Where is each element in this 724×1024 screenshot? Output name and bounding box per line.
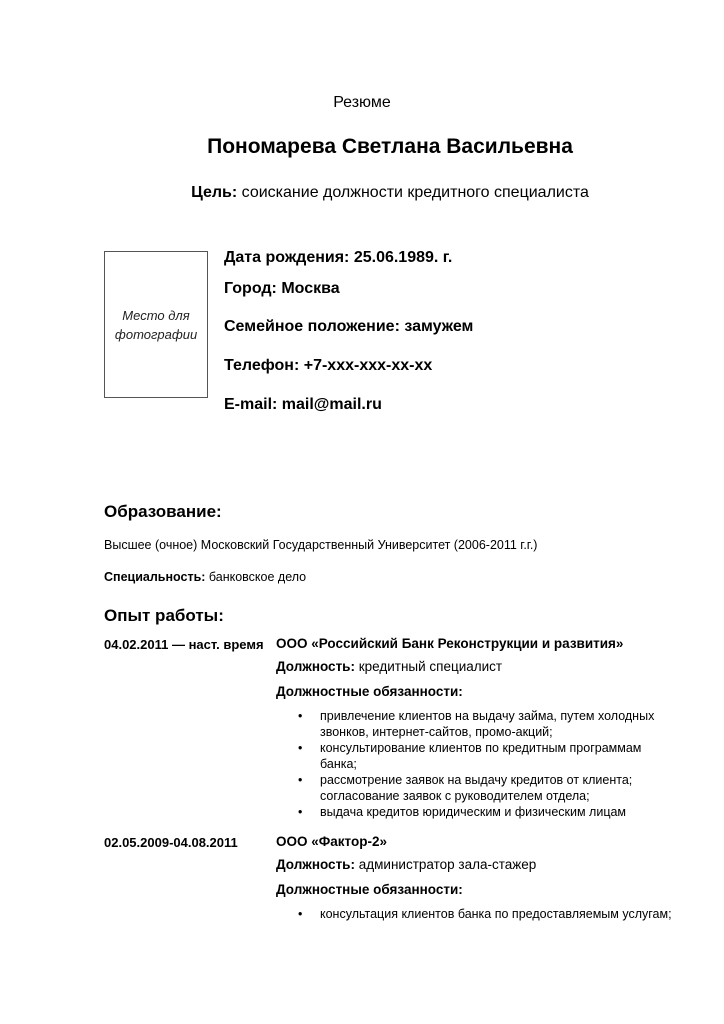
- job-position: [276, 659, 502, 674]
- duties-label: Должностные обязанности:: [276, 684, 463, 699]
- bullet-icon: •: [298, 709, 303, 723]
- job-period: 04.02.2011 — наст. время: [104, 637, 264, 652]
- duties-label: Должностные обязанности:: [276, 882, 463, 897]
- photo-placeholder-line1: Место для: [122, 307, 190, 323]
- specialty-value: банковское дело: [205, 570, 307, 584]
- job-period: 02.05.2009-04.08.2011: [104, 835, 238, 850]
- position-label: Должность:: [276, 857, 355, 872]
- education-title: Образование:: [104, 502, 222, 521]
- education-specialty: [104, 570, 306, 584]
- list-item: • консультирование клиентов по кредитным программам банка;: [298, 741, 642, 771]
- position-value: администратор зала-стажер: [354, 857, 537, 872]
- position-value: кредитный специалист: [354, 659, 503, 674]
- marital-status: Семейное положение: замужем: [224, 318, 474, 335]
- bullet-icon: •: [298, 805, 303, 819]
- goal-label: Цель:: [191, 184, 238, 201]
- career-goal: [0, 184, 724, 202]
- education-institution: Высшее (очное) Московский Государственный Университет (2006-2011 г.г.): [104, 538, 538, 552]
- photo-placeholder: [104, 251, 208, 398]
- document-label: Резюме: [333, 94, 391, 111]
- list-item: • привлечение клиентов на выдачу займа, путем холодных звонков, интернет-сайтов, промо-акций;: [298, 709, 655, 739]
- duties-list: [276, 708, 676, 820]
- email: E-mail: mail@mail.ru: [224, 396, 382, 413]
- photo-placeholder-line2: фотографии: [114, 326, 198, 342]
- city: Город: Москва: [224, 280, 340, 297]
- experience-title: Опыт работы:: [104, 606, 224, 625]
- full-name: Пономарева Светлана Васильевна: [207, 135, 573, 158]
- specialty-label: Специальность:: [104, 570, 206, 584]
- goal-text: соискание должности кредитного специалиста: [237, 184, 589, 201]
- bullet-icon: •: [298, 773, 303, 787]
- job-company: ООО «Фактор-2»: [276, 834, 387, 849]
- job-company: ООО «Российский Банк Реконструкции и развития»: [276, 636, 624, 651]
- list-item: • выдача кредитов юридическим и физическим лицам: [298, 805, 627, 819]
- position-label: Должность:: [276, 659, 355, 674]
- birth-date: Дата рождения: 25.06.1989. г.: [224, 249, 453, 266]
- job-position: [276, 857, 536, 872]
- list-item: • рассмотрение заявок на выдачу кредитов от клиента; согласование заявок с руководителем отдела;: [298, 773, 633, 803]
- bullet-icon: •: [298, 741, 303, 755]
- duties-list: [276, 906, 676, 922]
- phone: Телефон: +7-xxx-xxx-xx-xx: [224, 357, 433, 374]
- bullet-icon: •: [298, 907, 303, 921]
- list-item: • консультация клиентов банка по предоставляемым услугам;: [298, 907, 672, 921]
